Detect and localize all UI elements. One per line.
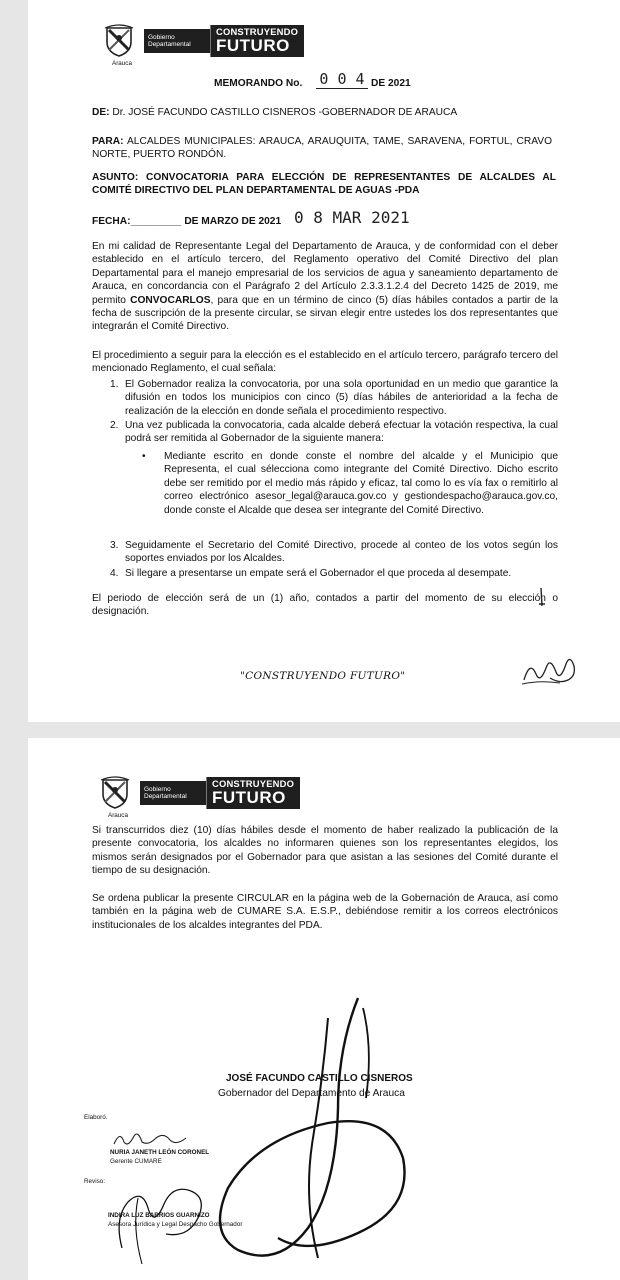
- reviso-title: Asesora Jurídica y Legal Despacho Gobernador: [108, 1221, 243, 1228]
- elaboro-name: NURIA JANETH LEÓN CORONEL: [110, 1149, 210, 1156]
- construyendo-futuro-brand: CONSTRUYENDO FUTURO: [210, 25, 304, 57]
- paragraph-procedimiento: El procedimiento a seguir para la elección es el establecido en el artículo tercero, parágrafo tercero del mencionado Reglamento, el cual señala:: [92, 350, 558, 375]
- list-bullet-medio: • Mediante escrito en donde conste el nombre del alcalde y el Municipio que Representa, el cual sélecciona como integrante del Comité Directivo. Dicho escrito debe ser remitido por el medio más rápido y eficaz, tal como lo es vía fax o remitirlo al correo electrónico asesor_legal@arauca.gov.co y gestiondespacho@arauca.gov.co, donde conste el Alcalde que desea ser integrante del Comité Directivo.: [142, 451, 558, 516]
- coat-of-arms-icon: [100, 776, 130, 810]
- fecha-line: FECHA:_________ DE MARZO DE 2021: [92, 216, 282, 227]
- header-logo: [104, 24, 304, 58]
- de-line: DE: Dr. JOSÉ FACUNDO CASTILLO CISNEROS -GOBERNADOR DE ARAUCA: [92, 107, 458, 118]
- initials-signature-icon: [520, 650, 580, 690]
- paragraph-periodo: El periodo de elección será de un (1) año, contados a partir del momento de su elección o designación.: [92, 593, 558, 618]
- list-item-3: 3. Seguidamente el Secretario del Comité Directivo, procede al conteo de los votos según los soportes enviados por los Alcaldes.: [110, 540, 558, 565]
- elaboro-label: Elaboró.: [84, 1114, 108, 1121]
- memo-number: 0 0 4: [316, 70, 368, 89]
- list-item-1: 1. El Gobernador realiza la convocatoria, por una sola oportunidad en un medio que garantice la difusión en todos los municipios con cinco (5) días hábiles de anterioridad a la fecha de realización de la elección en donde señala el procedimiento respectivo.: [110, 379, 558, 417]
- margin-mark-icon: [536, 586, 548, 608]
- construyendo-futuro-brand: CONSTRUYENDO FUTURO: [206, 777, 300, 809]
- elaboro-title: Gerente CUMARE: [110, 1158, 162, 1165]
- elaboro-signature-icon: [112, 1128, 192, 1150]
- gobierno-departamental-label: Gobierno Departamental: [140, 781, 206, 805]
- reviso-label: Reviso:: [84, 1178, 105, 1185]
- memo-page-2: [28, 738, 620, 1280]
- paragraph-convocatoria: En mi calidad de Representante Legal del Departamento de Arauca, y de conformidad con el deber establecido en el artículo tercero, del Reglamento operativo del Comité Directivo del plan Departamental para el manejo empresarial de los servicios de agua y saneamiento departamento de Arauca, en concordancia con el Parágrafo 2 del Artículo 2.3.3.1.2.4 del Decreto 1425 de 2019, me permito CONVOCARLOS, para que en un término de cinco (5) días hábiles contados a partir de la fecha de suscripción de la presente circular, se sirvan elegir entre ustedes los dos representantes que integrarán el Comité Directivo.: [92, 241, 558, 333]
- signer-name: JOSÉ FACUNDO CASTILLO CISNEROS: [226, 1073, 413, 1084]
- slogan: "CONSTRUYENDO FUTURO": [240, 670, 406, 682]
- paragraph-publicacion: Se ordena publicar la presente CIRCULAR en la página web de la Gobernación de Arauca, así como también en la página web de CUMARE S.A. E.S.P., debiéndose remitir a los correos electrónicos institucionales de los alcaldes integrantes del PDA.: [92, 893, 558, 931]
- gobierno-departamental-label: Gobierno Departamental: [144, 29, 210, 53]
- memo-page-1: [28, 0, 620, 722]
- memo-year: DE 2021: [371, 78, 411, 89]
- paragraph-plazo: Si transcurridos diez (10) días hábiles desde el momento de haber realizado la publicación de la presente convocatoria, los alcaldes no informaren quienes son los representantes elegidos, los mismos serán designados por el Gobernador para que asistan a las sesiones del Comité durante el tiempo de su designación.: [92, 825, 558, 877]
- asunto-line: ASUNTO: CONVOCATORIA PARA ELECCIÓN DE REPRESENTANTES DE ALCALDES AL COMITÉ DIRECTIVO DEL PLAN DEPARTAMENTAL DE AGUAS -PDA: [92, 172, 556, 197]
- shield-caption: Arauca: [108, 812, 128, 819]
- governor-signature-icon: [188, 988, 428, 1278]
- list-item-4: 4. Si llegare a presentarse un empate será el Gobernador el que proceda al desempate.: [110, 568, 512, 579]
- list-item-2: 2. Una vez publicada la convocatoria, cada alcalde deberá efectuar la votación respectiva, la cual podrá ser remitida al Gobernador de la siguiente manera:: [110, 420, 558, 445]
- memo-number-label: MEMORANDO No.: [214, 78, 303, 89]
- coat-of-arms-icon: [104, 24, 134, 58]
- signer-title: Gobernador del Departamento de Arauca: [218, 1088, 405, 1099]
- header-logo-page2: [100, 776, 300, 810]
- reviso-name: INDIRA LUZ BARRIOS GUARNIZO: [108, 1212, 210, 1219]
- fecha-stamp: 0 8 MAR 2021: [294, 208, 410, 227]
- para-line: PARA: ALCALDES MUNICIPALES: ARAUCA, ARAUQUITA, TAME, SARAVENA, FORTUL, CRAVO NORTE, PUERTO RONDÓN.: [92, 136, 552, 161]
- shield-caption: Arauca: [112, 60, 132, 67]
